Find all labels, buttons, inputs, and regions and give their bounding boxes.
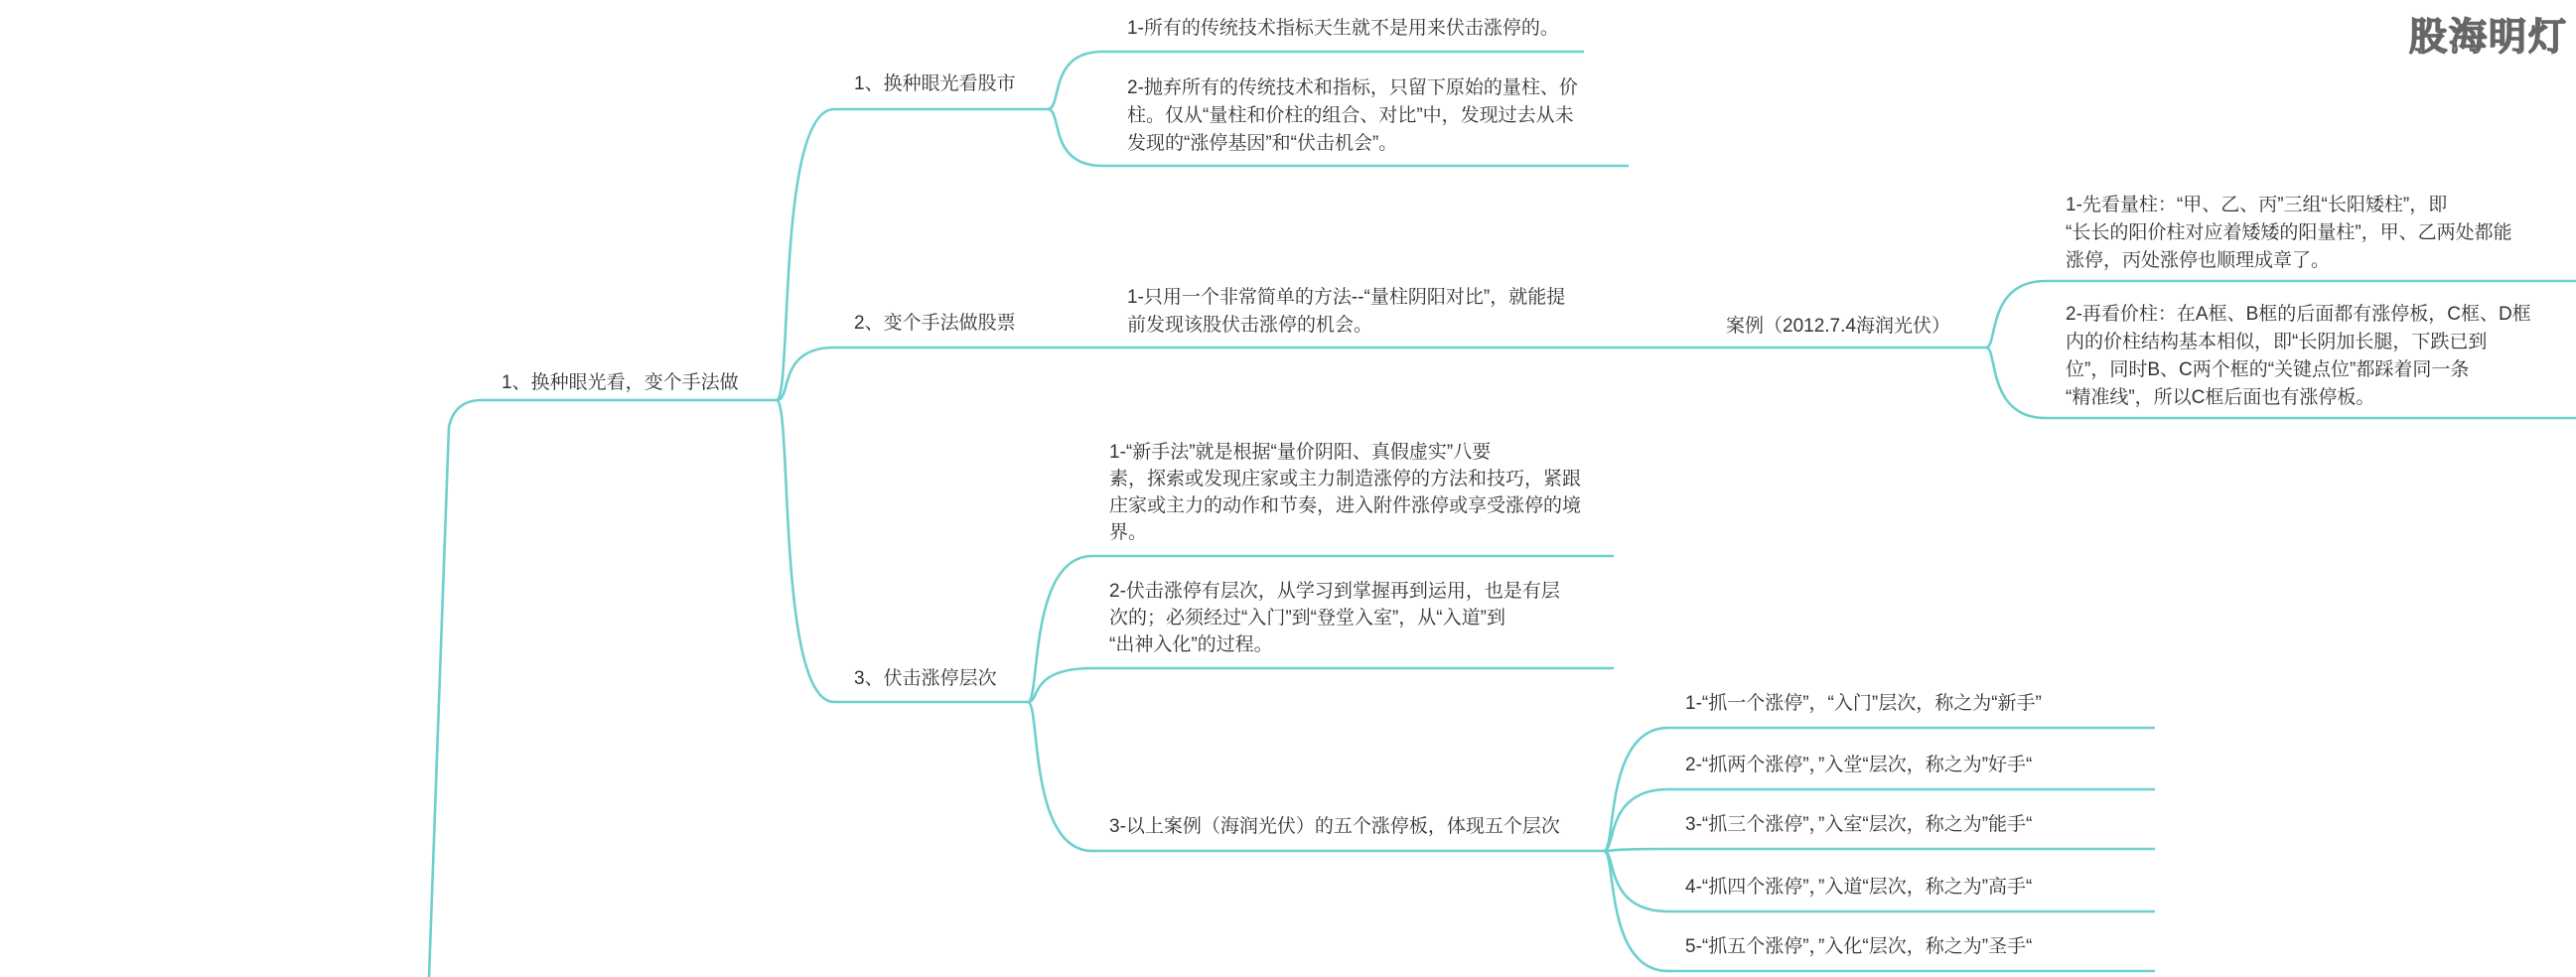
connector-root-to-1	[777, 109, 1048, 400]
text-line: 柱。仅从“量柱和价柱的组合、对比”中，发现过去从未	[1127, 105, 1574, 126]
case-node: 案例（2012.7.4海润光伏）	[1726, 316, 1950, 337]
text-line: 素，探索或发现庄家或主力制造涨停的方法和技巧，紧跟	[1109, 469, 1582, 489]
level-item-1: 1-“抓一个涨停”，“入门”层次，称之为“新手”	[1685, 693, 2042, 714]
text-line: 涨停，丙处涨停也顺理成章了。	[2066, 250, 2331, 271]
text-line: 2-再看价柱：在A框、B框的后面都有涨停板，C框、D框	[2066, 304, 2531, 325]
text-line: 3-以上案例（海润光伏）的五个涨停板，体现五个层次	[1109, 816, 1560, 837]
branch-1-topic: 1、换种眼光看股市	[854, 73, 1016, 94]
branch-3-item-2	[1109, 580, 1565, 655]
text-line: 次的；必须经过“入门”到“登堂入室”，从“入道”到	[1109, 608, 1505, 628]
case-item-1	[2066, 194, 2517, 271]
branch-1-item-2	[1127, 76, 1583, 154]
branch-3-topic: 3、伏击涨停层次	[854, 668, 997, 689]
branch-3-item-1	[1109, 441, 1586, 543]
text-line: 1-所有的传统技术指标天生就不是用来伏击涨停的。	[1127, 18, 1559, 39]
text-line: 1-先看量柱：“甲、乙、丙”三组“长阳矮柱”，即	[2066, 195, 2448, 215]
text-line: “长长的阳价柱对应着矮矮的阳量柱”，甲、乙两处都能	[2066, 222, 2512, 243]
branch-3-item-3	[1109, 815, 1560, 837]
level-item-4: 4-“抓四个涨停”，”入道“层次，称之为”高手“	[1685, 877, 2033, 898]
text-line: 内的价柱结构基本相似，即“长阴加长腿，下跌已到	[2066, 332, 2488, 352]
text-line: “出神入化”的过程。	[1109, 634, 1273, 655]
connector-root-stem	[429, 400, 777, 977]
branch-1-item-1	[1127, 17, 1559, 39]
text-line: 发现的“涨停基因”和“伏击机会”。	[1127, 133, 1398, 154]
connector-3c-to-l3	[1604, 849, 2155, 851]
connector-root-to-2	[777, 348, 1048, 400]
case-item-2	[2066, 303, 2536, 408]
level-item-3: 3-“抓三个涨停”，”入室“层次，称之为”能手“	[1685, 814, 2033, 835]
text-line: 1-“新手法”就是根据“量价阴阳、真假虚实”八要	[1109, 442, 1492, 463]
level-item-5: 5-“抓五个涨停”，”入化“层次，称之为”圣手“	[1685, 936, 2033, 957]
connector-root-to-3	[777, 400, 1028, 702]
text-line: 位”，同时B、C两个框的“关键点位”都踩着同一条	[2066, 359, 2470, 380]
connector-3-to-3a	[1028, 556, 1614, 702]
text-line: 1-只用一个非常简单的方法--“量柱阴阳对比”，就能提	[1127, 287, 1566, 308]
text-line: 2-伏击涨停有层次，从学习到掌握再到运用，也是有层	[1109, 581, 1560, 602]
level-item-2: 2-“抓两个涨停”，”入堂“层次，称之为”好手“	[1685, 755, 2033, 775]
text-line: 前发现该股伏击涨停的机会。	[1127, 315, 1373, 336]
connector-3-to-3b	[1028, 668, 1614, 702]
watermark-logo: 股海明灯	[2408, 15, 2568, 59]
branch-2-topic: 2、变个手法做股票	[854, 313, 1016, 334]
text-line: 庄家或主力的动作和节奏，进入附件涨停或享受涨停的境	[1109, 495, 1582, 516]
branch-2-item-1	[1127, 286, 1571, 336]
text-line: 2-抛弃所有的传统技术和指标，只留下原始的量柱、价	[1127, 77, 1578, 98]
root-topic: 1、换种眼光看，变个手法做	[501, 372, 739, 393]
text-line: “精准线”，所以C框后面也有涨停板。	[2066, 387, 2375, 408]
text-line: 界。	[1109, 522, 1148, 543]
